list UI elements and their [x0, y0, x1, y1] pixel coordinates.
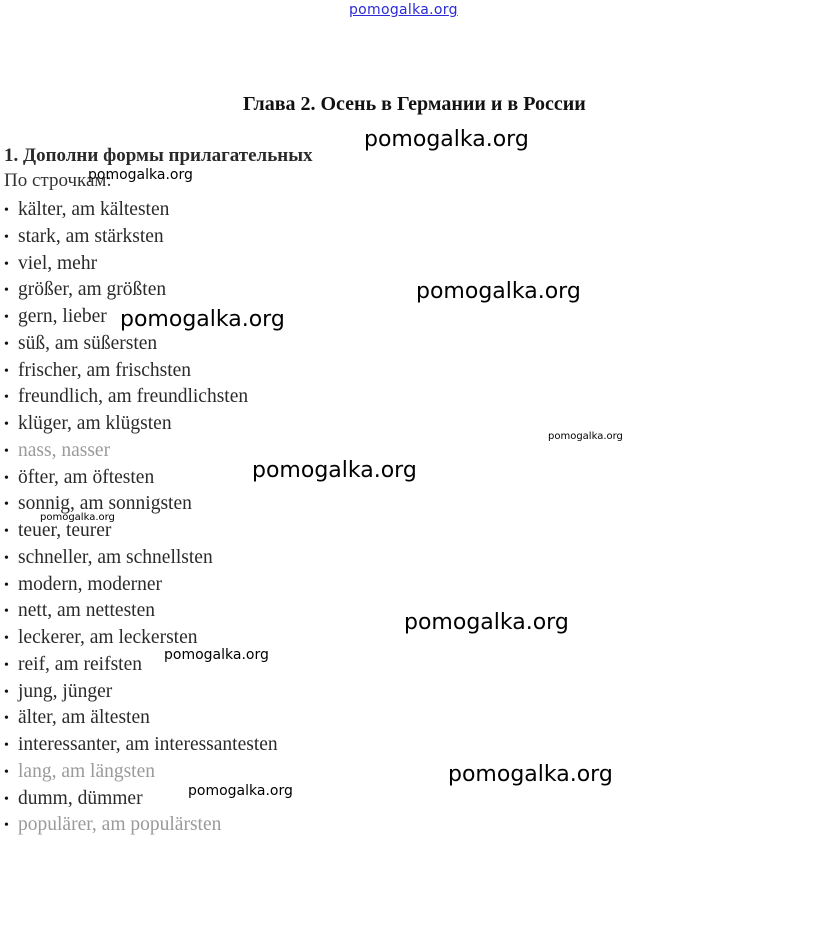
bullet-icon: • [4, 818, 9, 834]
bullet-icon: • [4, 390, 9, 406]
bullet-icon: • [4, 604, 9, 620]
answer-item [4, 465, 278, 492]
answer-item [4, 545, 278, 572]
answer-text: kälter, am kältesten [18, 199, 170, 220]
answer-item [4, 358, 278, 385]
bullet-icon: • [4, 470, 9, 486]
answer-item [4, 705, 278, 732]
watermark: pomogalka.org [88, 167, 193, 183]
answer-item [4, 598, 278, 625]
watermark: pomogalka.org [448, 762, 613, 787]
answer-item [4, 732, 278, 759]
answer-text: frischer, am frischsten [18, 359, 192, 381]
answer-text: stark, am stärksten [18, 225, 164, 247]
answer-text: süß, am süßersten [18, 332, 158, 354]
bullet-icon: • [4, 711, 9, 727]
answer-item [4, 331, 278, 358]
bullet-icon: • [4, 684, 9, 700]
answer-text: lang, am längsten [18, 760, 156, 782]
watermark: pomogalka.org [364, 127, 529, 152]
chapter-title: Глава 2. Осень в Германии и в России [243, 93, 586, 115]
task-heading: 1. Дополни формы прилагательных [4, 145, 313, 166]
bullet-icon: • [4, 310, 9, 325]
answer-text: leckerer, am leckersten [18, 627, 198, 648]
watermark: pomogalka.org [188, 783, 293, 799]
answer-item [4, 197, 278, 224]
bullet-icon: • [4, 764, 9, 780]
answer-text: älter, am ältesten [18, 707, 150, 729]
answer-text: viel, mehr [18, 252, 98, 274]
answer-text: interessanter, am interessantesten [18, 734, 278, 755]
answer-item [4, 812, 278, 839]
answer-text: schneller, am schnellsten [18, 546, 213, 568]
answer-item [4, 384, 278, 411]
answer-text: klüger, am klügsten [18, 413, 172, 434]
answer-text: populärer, am populärsten [18, 814, 222, 836]
answer-text: nett, am nettesten [18, 600, 155, 622]
answer-text: öfter, am öftesten [18, 466, 155, 488]
answer-item [4, 679, 278, 706]
answer-text: dumm, dümmer [18, 787, 143, 809]
watermark: pomogalka.org [404, 610, 569, 635]
bullet-icon: • [4, 256, 9, 272]
watermark: pomogalka.org [416, 279, 581, 304]
answer-item [4, 759, 278, 786]
answer-text: reif, am reifsten [18, 653, 142, 675]
answer-text: größer, am größten [18, 279, 167, 301]
answer-item [4, 251, 278, 278]
watermark: pomogalka.org [548, 431, 623, 442]
answer-text: gern, lieber [18, 306, 107, 327]
watermark: pomogalka.org [252, 458, 417, 483]
bullet-icon: • [4, 283, 9, 299]
bullet-icon: • [4, 336, 9, 352]
answer-item [4, 438, 278, 465]
answer-text: sonnig, am sonnigsten [18, 493, 192, 515]
answer-text: modern, moderner [18, 573, 163, 595]
bullet-icon: • [4, 443, 9, 459]
site-link[interactable]: pomogalka.org [349, 2, 458, 18]
task-subheading: По строчкам: [4, 170, 112, 191]
answer-item [4, 277, 278, 304]
watermark: pomogalka.org [164, 647, 269, 663]
watermark: pomogalka.org [120, 307, 285, 332]
bullet-icon: • [4, 417, 9, 432]
bullet-icon: • [4, 577, 9, 593]
bullet-icon: • [4, 524, 9, 539]
answer-item [4, 411, 278, 438]
bullet-icon: • [4, 550, 9, 566]
watermark: pomogalka.org [40, 512, 115, 523]
answer-item [4, 224, 278, 251]
bullet-icon: • [4, 363, 9, 379]
bullet-icon: • [4, 203, 9, 218]
answer-text: jung, jünger [18, 680, 113, 702]
bullet-icon: • [4, 229, 9, 245]
bullet-icon: • [4, 631, 9, 646]
bullet-icon: • [4, 497, 9, 513]
answer-text: nass, nasser [18, 439, 111, 461]
bullet-icon: • [4, 657, 9, 673]
bullet-icon: • [4, 738, 9, 753]
answer-item [4, 572, 278, 599]
answer-text: teuer, teurer [18, 520, 112, 541]
answer-text: freundlich, am freundlichsten [18, 386, 249, 408]
bullet-icon: • [4, 791, 9, 807]
